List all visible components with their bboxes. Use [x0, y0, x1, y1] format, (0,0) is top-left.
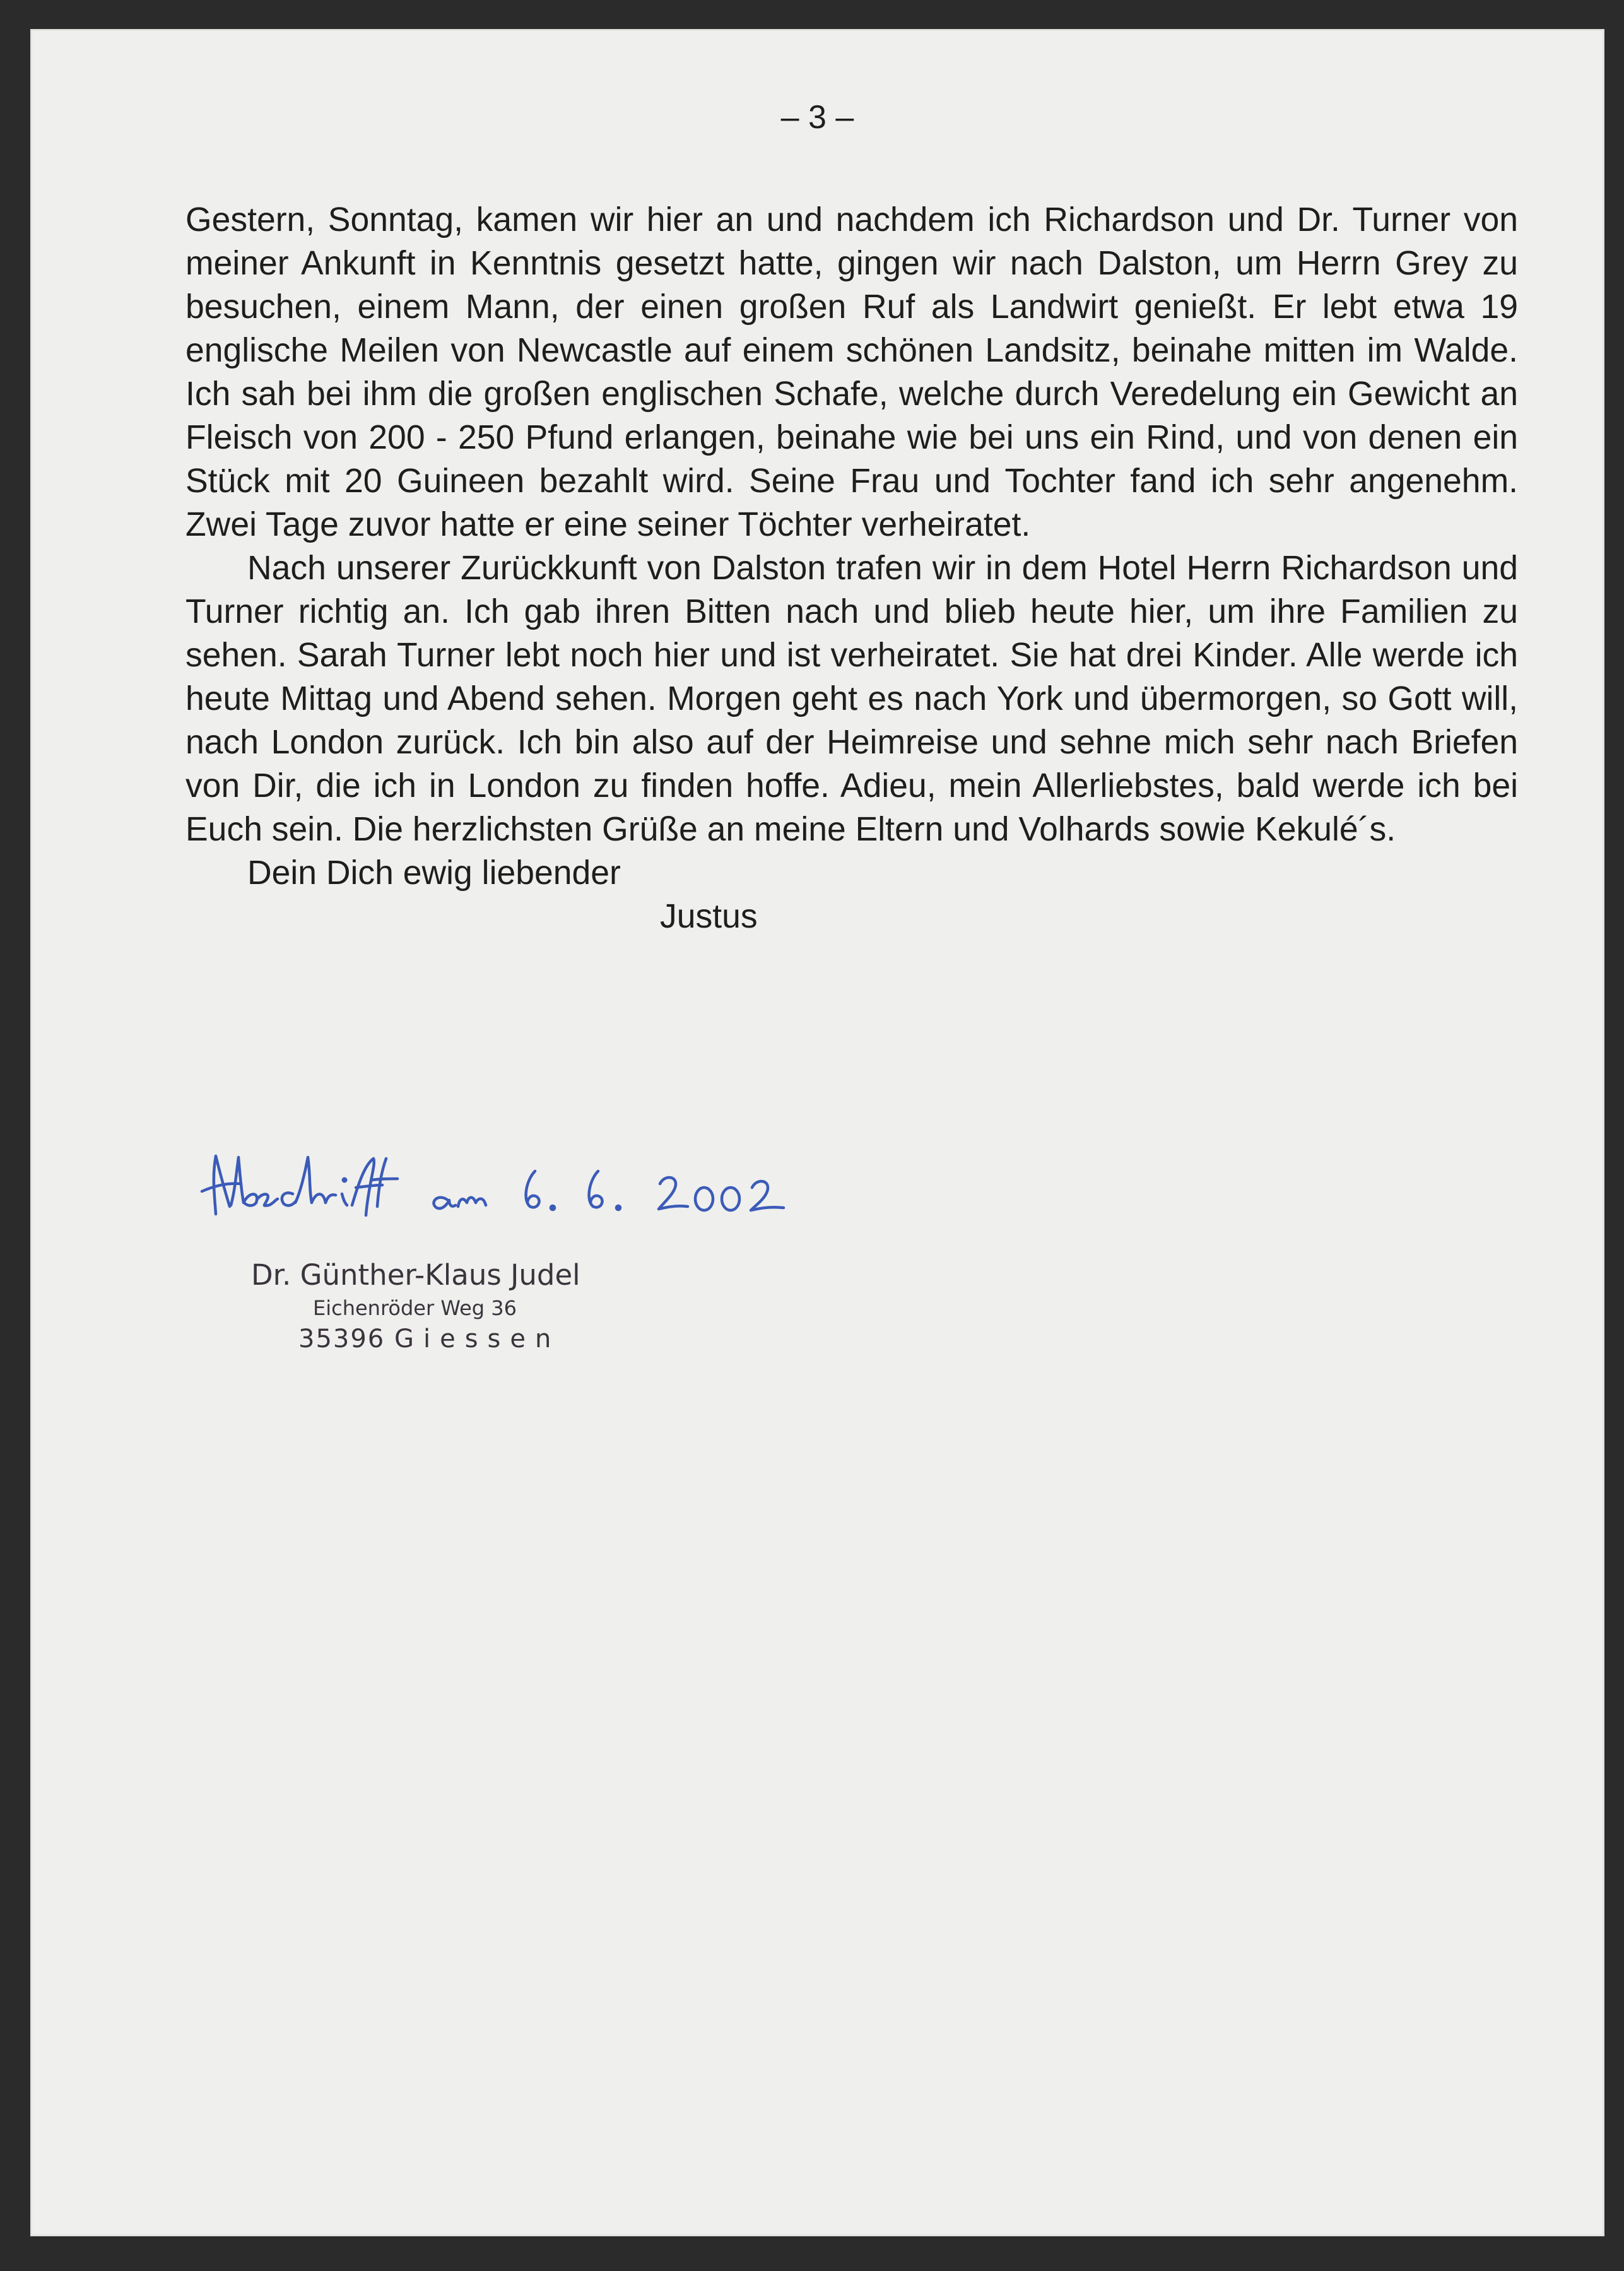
- letter-closing: Dein Dich ewig liebender: [247, 854, 621, 892]
- page-number: – 3 –: [780, 99, 854, 136]
- stamp-street: Eichenröder Weg 36: [313, 1296, 517, 1320]
- document-page: [30, 29, 1604, 2236]
- letter-signature: Justus: [660, 898, 758, 935]
- stamp-city-line: [251, 1322, 580, 1356]
- stamp-city: Giessen: [394, 1324, 561, 1354]
- stamp-name: Dr. Günther-Klaus Judel: [251, 1258, 580, 1292]
- letter-paragraph-2: Nach unserer Zurückkunft von Dalston trafen wir in dem Hotel Herrn Richardson und Turner richtig an. Ich gab ihren Bitten nach und blieb heute hier, um ihre Familien zu sehen. Sarah Turner lebt noch hier und ist verheiratet. Sie hat drei Kinder. Alle werde ich heute Mittag und Abend sehen. Morgen geht es nach York und übermorgen, so Gott will, nach London zurück. Ich bin also auf der Heimreise und sehne mich sehr nach Briefen von Dir, die ich in London zu finden hoffe. Adieu, mein Allerliebstes, bald werde ich bei Euch sein. Die herzlichsten Grüße an meine Eltern und Volhards sowie Kekulé´s.: [185, 550, 1518, 848]
- letter-body: [185, 198, 1518, 938]
- stamp-postcode: 35396: [298, 1324, 385, 1354]
- handwritten-note: [177, 1140, 808, 1234]
- letter-paragraph-1: Gestern, Sonntag, kamen wir hier an und nachdem ich Richardson und Dr. Turner von meiner Ankunft in Kenntnis gesetzt hatte, gingen wir nach Dalston, um Herrn Grey zu besuchen, einem Mann, der einen großen Ruf als Landwirt genießt. Er lebt etwa 19 englische Meilen von Newcastle auf einem schönen Landsitz, beinahe mitten im Walde. Ich sah bei ihm die großen englischen Schafe, welche durch Veredelung ein Gewicht an Fleisch von 200 - 250 Pfund erlangen, beinahe wie bei uns ein Rind, und von denen ein Stück mit 20 Guineen bezahlt wird. Seine Frau und Tochter fand ich sehr angenehm. Zwei Tage zuvor hatte er eine seiner Töchter verheiratet.: [185, 201, 1518, 543]
- address-stamp: [251, 1256, 580, 1356]
